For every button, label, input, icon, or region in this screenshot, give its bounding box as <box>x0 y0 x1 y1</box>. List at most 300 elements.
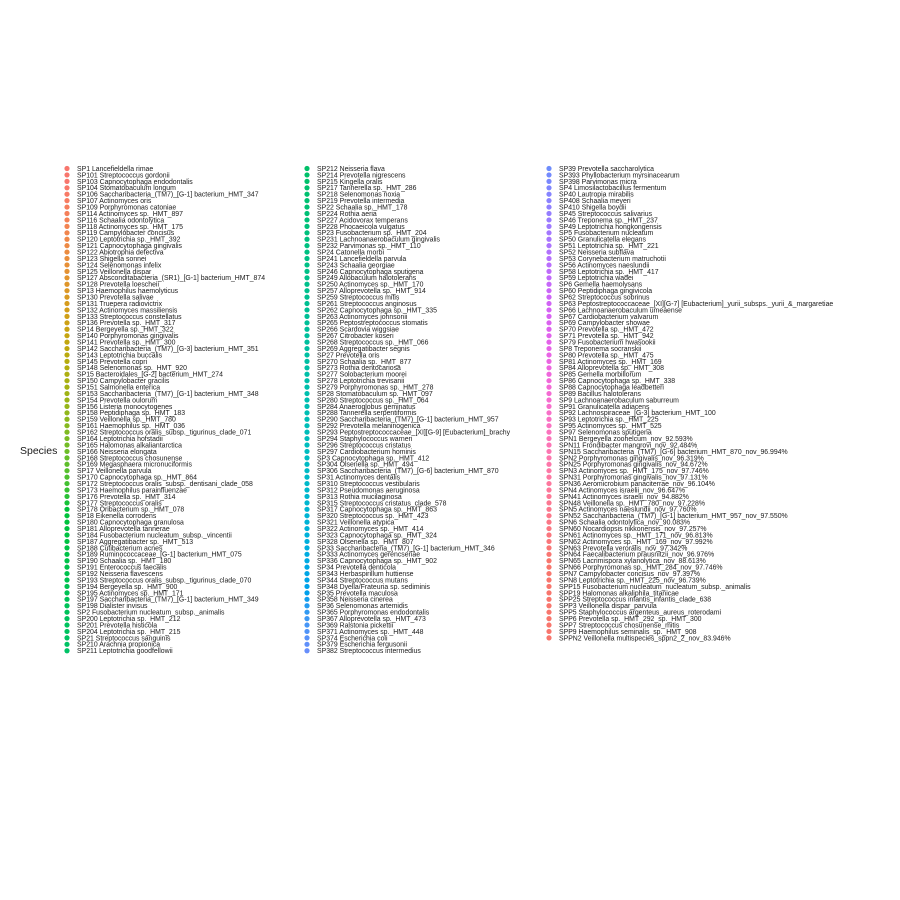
legend-key-dot <box>304 211 309 216</box>
legend-entry-label: SP315 Streptococcus cristatus_clade_578 <box>317 500 447 508</box>
legend-entry-label: SP49 Leptotrichia hongkongensis <box>559 223 662 231</box>
legend-key-dot <box>304 243 309 248</box>
legend-entry-label: SP58 Leptotrichia sp._HMT_417 <box>559 268 659 276</box>
legend-key-dot <box>304 417 309 422</box>
legend-key-dot <box>304 590 309 595</box>
legend-key-dot <box>304 249 309 254</box>
legend-entry-label: SP145 Prevotella copri <box>77 358 148 366</box>
legend-key-dot <box>546 365 551 370</box>
legend-key-dot <box>304 616 309 621</box>
legend-key-dot <box>304 648 309 653</box>
legend-key-dot <box>304 571 309 576</box>
legend-entry-label: SP195 Actinomyces sp._HMT_171 <box>77 590 184 598</box>
legend-key-dot <box>546 500 551 505</box>
legend-entry-label: SP52 Neisseria subflava <box>559 249 635 257</box>
legend-entry-label: SP259 Streptococcus mitis <box>317 294 400 302</box>
legend-key-dot <box>304 314 309 319</box>
legend-key-dot <box>64 520 69 525</box>
legend-key-dot <box>304 172 309 177</box>
legend-entry-label: SP140 Porphyromonas gingivalis <box>77 333 179 341</box>
legend-entry-label: SP150 Campylobacter gracilis <box>77 378 170 386</box>
legend-key-dot <box>64 269 69 274</box>
legend-entry-label: SP128 Prevotella loescheii <box>77 281 159 289</box>
legend-key-dot <box>304 545 309 550</box>
legend-key-dot <box>64 288 69 293</box>
legend-entry-label: SP17 Veillonella parvula <box>77 468 152 476</box>
legend-key-dot <box>546 204 551 209</box>
legend-entry-label: SP36 Selenomonas artemidis <box>317 603 408 611</box>
legend-entry-label: SP80 Prevotella sp._HMT_475 <box>559 352 654 360</box>
legend-entry-label: SPN2 Porphyromonas gingivalis_nov_96.319% <box>559 455 704 463</box>
legend-entry-label: SP124 Selenomonas infelix <box>77 262 162 270</box>
legend-entry-label: SP320 Streptococcus sp._HMT_423 <box>317 513 429 521</box>
legend-key-dot <box>64 468 69 473</box>
legend-entry-label: SP103 Capnocytophaga endodontalis <box>77 178 193 186</box>
legend-entry-label: SPP5 Staphylococcus argenteus_aureus_roterodami <box>559 609 722 617</box>
legend-entry-label: SP91 Granulicatella adiacens <box>559 403 650 411</box>
legend-entry-label: SP168 Streptococcus chosunense <box>77 455 183 463</box>
legend-key-dot <box>64 320 69 325</box>
legend-key-dot <box>64 507 69 512</box>
legend-entry-label: SP280 Streptococcus sp._HMT_064 <box>317 397 429 405</box>
legend-key-dot <box>304 365 309 370</box>
legend-key-dot <box>304 526 309 531</box>
legend-entry-label: SPN48 Veillonella sp._HMT_780_nov_97.228% <box>559 500 705 508</box>
legend-key-dot <box>64 243 69 248</box>
legend-key-dot <box>64 256 69 261</box>
legend-entry-label: SP148 Selenomonas sp._HMT_920 <box>77 365 187 373</box>
legend-key-dot <box>304 307 309 312</box>
legend-entry-label: SP158 Peptidiphaga sp._HMT_183 <box>77 410 186 418</box>
legend-entry-label: SP132 Actinomyces massiliensis <box>77 307 178 315</box>
legend-entry-label: SPN31 Porphyromonas gingivalis_nov_97.131% <box>559 474 708 482</box>
legend-entry-label: SP70 Prevotella sp._HMT_472 <box>559 326 654 334</box>
legend-key-dot <box>304 455 309 460</box>
legend-entry-label: SP243 Schaalia georgiae <box>317 262 395 270</box>
legend-entry-label: SPP19 Halomonas alkaliphila_titanicae <box>559 590 679 598</box>
legend-entry-label: SPP9 Haemophilus seminalis_sp._HMT_908 <box>559 628 697 636</box>
legend-key-dot <box>64 198 69 203</box>
legend-key-dot <box>304 185 309 190</box>
legend-key-dot <box>64 346 69 351</box>
legend-entry-label: SPN66 Porphyromonas sp._HMT_284_nov_97.746% <box>559 564 723 572</box>
legend-entry-label: SP8 Treponema socranskii <box>559 345 642 353</box>
legend-key-dot <box>304 552 309 557</box>
legend-entry-label: SP63 Peptostreptococcaceae_[XI][G-7] [Eubacterium]_yurii_subsps._yurii_&_margaretiae <box>559 300 834 308</box>
legend-key-dot <box>546 442 551 447</box>
legend-entry-label: SP53 Corynebacterium matruchotii <box>559 255 666 263</box>
legend-key-dot <box>546 513 551 518</box>
legend-entry-label: SP313 Rothia mucilaginosa <box>317 493 402 501</box>
legend-key-dot <box>64 333 69 338</box>
legend-entry-label: SPN52 Saccharibacteria_(TM7)_[G-1] bacterium_HMT_957_nov_97.550% <box>559 513 788 521</box>
legend-key-dot <box>546 269 551 274</box>
legend-key-dot <box>304 622 309 627</box>
legend-key-dot <box>546 275 551 280</box>
legend-entry-label: SP143 Leptotrichia buccalis <box>77 352 163 360</box>
legend-key-dot <box>304 352 309 357</box>
legend-key-dot <box>304 256 309 261</box>
legend-entry-label: SP265 Peptostreptococcus stomatis <box>317 320 428 328</box>
legend-entry-label: SPN63 Prevotella veroralis_nov_97.342% <box>559 545 688 553</box>
legend-key-dot <box>304 166 309 171</box>
legend-entry-label: SP241 Lancefieldella parvula <box>317 255 407 263</box>
legend-entry-label: SP153 Saccharibacteria_(TM7)_[G-1] bacterium_HMT_348 <box>77 390 259 398</box>
legend-title: Species <box>20 445 58 457</box>
legend-key-dot <box>546 404 551 409</box>
legend-entry-label: SP297 Cardiobacterium hominis <box>317 448 416 456</box>
legend-entry-label: SP122 Abiotrophia defectiva <box>77 249 164 257</box>
legend-entry-label: SP92 Lachnospiraceae_[G-3] bacterium_HMT_100 <box>559 410 716 418</box>
legend-entry-label: SPN7 Campylobacter concisus_nov_97.397% <box>559 570 700 578</box>
legend-entry-label: SP279 Porphyromonas sp._HMT_278 <box>317 384 434 392</box>
legend-entry-label: SP2 Fusobacterium nucleatum_subsp._animalis <box>77 609 225 617</box>
legend-key-dot <box>64 282 69 287</box>
legend-entry-label: SP369 Ralstonia pickettii <box>317 622 394 630</box>
legend-key-dot <box>546 635 551 640</box>
legend-key-dot <box>64 262 69 267</box>
legend-entry-label: SP131 Truepera radiovictrix <box>77 300 163 308</box>
legend-entry-label: SPN36 Aeromicrobium panaciterrae_nov_96.104% <box>559 480 715 488</box>
legend-key-dot <box>546 301 551 306</box>
legend-entry-label: SP15 Bacteroidales_[G-2] bacterium_HMT_274 <box>77 371 223 379</box>
legend-key-dot <box>304 346 309 351</box>
legend-entry-label: SP46 Treponema sp._HMT_237 <box>559 217 658 225</box>
legend-key-dot <box>546 520 551 525</box>
legend-key-dot <box>64 204 69 209</box>
legend-key-dot <box>64 558 69 563</box>
legend-entry-label: SP88 Capnocytophaga leadbetteri <box>559 384 664 392</box>
legend-key-dot <box>546 577 551 582</box>
legend-entry-label: SP190 Schaalia sp._HMT_180 <box>77 558 172 566</box>
legend-key-dot <box>64 179 69 184</box>
legend-key-dot <box>546 526 551 531</box>
legend-entry-label: SP5 Fusobacterium nucleatum <box>559 230 654 238</box>
legend-entry-label: SP59 Leptotrichia wadei <box>559 275 634 283</box>
legend-entry-label: SPN6 Schaalia odontolytica_nov_90.083% <box>559 519 691 527</box>
legend-key-dot <box>64 442 69 447</box>
legend-key-dot <box>64 552 69 557</box>
legend-key-dot <box>304 198 309 203</box>
legend-key-dot <box>64 577 69 582</box>
legend-entries <box>64 166 833 655</box>
legend-entry-label: SP86 Capnocytophaga sp._HMT_338 <box>559 378 676 386</box>
legend-entry-label: SP18 Eikenella corrodens <box>77 513 157 521</box>
legend-key-dot <box>304 217 309 222</box>
legend-key-dot <box>546 391 551 396</box>
legend-entry-label: SP212 Neisseria flava <box>317 165 385 173</box>
legend-key-dot <box>304 629 309 634</box>
legend-key-dot <box>64 217 69 222</box>
legend-entry-label: SP136 Prevotella sp._HMT_317 <box>77 320 176 328</box>
legend-key-dot <box>304 269 309 274</box>
legend-key-dot <box>64 301 69 306</box>
legend-key-dot <box>64 423 69 428</box>
legend-key-dot <box>304 558 309 563</box>
legend-key-dot <box>64 249 69 254</box>
legend-key-dot <box>546 597 551 602</box>
legend-key-dot <box>64 224 69 229</box>
legend-key-dot <box>304 385 309 390</box>
legend-entry-label: SP169 Megasphaera micronuciformis <box>77 461 192 469</box>
legend-entry-label: SP310 Streptococcus vestibularis <box>317 480 420 488</box>
legend-entry-label: SP365 Porphyromonas endodontalis <box>317 609 430 617</box>
legend-entry-label: SP159 Veillonella sp._HMT_780 <box>77 416 176 424</box>
legend-entry-label: SP4 Limosilactobacillus fermentum <box>559 185 667 193</box>
legend-entry-label: SP214 Prevotella nigrescens <box>317 172 406 180</box>
legend-key-dot <box>546 507 551 512</box>
legend-key-dot <box>304 340 309 345</box>
legend-key-dot <box>64 545 69 550</box>
legend-key-dot <box>64 610 69 615</box>
legend-entry-label: SP228 Phocaeicola vulgatus <box>317 223 405 231</box>
legend-entry-label: SP97 Selenomonas sputigena <box>559 429 652 437</box>
legend-key-dot <box>546 610 551 615</box>
legend-entry-label: SP217 Tannerella sp._HMT_286 <box>317 185 417 193</box>
legend-key-dot <box>304 327 309 332</box>
legend-entry-label: SP114 Actinomyces sp._HMT_897 <box>77 210 183 218</box>
legend-entry-label: SPN4 Actinomyces israelii_nov_96.647% <box>559 487 686 495</box>
legend-key-dot <box>64 237 69 242</box>
legend-key-dot <box>64 340 69 345</box>
legend-entry-label: SP257 Alloprevotella sp._HMT_914 <box>317 288 426 296</box>
legend-key-dot <box>546 558 551 563</box>
legend-entry-label: SP51 Leptotrichia sp._HMT_221 <box>559 243 659 251</box>
legend-key-dot <box>546 487 551 492</box>
legend-entry-label: SP107 Actinomyces oris <box>77 198 152 206</box>
legend-key-dot <box>546 565 551 570</box>
legend-entry-label: SP249 Allobaculum halotolerans <box>317 275 417 283</box>
legend-key-dot <box>64 455 69 460</box>
legend-entry-label: SP323 Capnocytophaga sp._HMT_324 <box>317 532 437 540</box>
legend-entry-label: SP6 Gemella haemolysans <box>559 281 643 289</box>
legend-entry-label: SP156 Listeria monocytogenes <box>77 403 173 411</box>
legend-key-dot <box>64 378 69 383</box>
legend-key-dot <box>546 249 551 254</box>
legend-key-dot <box>546 198 551 203</box>
legend-key-dot <box>546 243 551 248</box>
legend-key-dot <box>546 217 551 222</box>
legend-entry-label: SPN5 Actinomyces naeslundii_nov_97.760% <box>559 506 697 514</box>
legend-key-dot <box>64 481 69 486</box>
legend-entry-label: SPN11 Frondibacter mangrovi_nov_92.484% <box>559 442 698 450</box>
legend-entry-label: SP197 Saccharibacteria_(TM7)_[G-1] bacterium_HMT_349 <box>77 596 259 604</box>
legend-key-dot <box>64 571 69 576</box>
legend-key-dot <box>64 532 69 537</box>
legend-key-dot <box>546 359 551 364</box>
legend-key-dot <box>64 616 69 621</box>
legend-key-dot <box>64 622 69 627</box>
legend-entry-label: SP14 Bergeyella sp._HMT_322 <box>77 326 174 334</box>
legend-key-dot <box>304 179 309 184</box>
legend-key-dot <box>304 378 309 383</box>
legend-entry-label: SP173 Haemophilus parainfluenzae <box>77 487 187 495</box>
legend-key-dot <box>64 391 69 396</box>
legend-key-dot <box>304 462 309 467</box>
legend-entry-label: SP142 Saccharibacteria_(TM7)_[G-3] bacterium_HMT_351 <box>77 345 259 353</box>
legend-entry-label: SP336 Capnocytophaga sp._HMT_902 <box>317 558 437 566</box>
legend-entry-label: SP165 Halomonas alkaliantarctica <box>77 442 182 450</box>
legend-entry-label: SPN62 Actinomyces sp._HMT_169_nov_97.992% <box>559 538 713 546</box>
legend-key-dot <box>546 352 551 357</box>
legend-key-dot <box>546 532 551 537</box>
legend-entry-label: SP130 Prevotella salivae <box>77 294 154 302</box>
legend-entry-label: SP266 Scardovia wiggsiae <box>317 326 399 334</box>
legend-key-dot <box>304 224 309 229</box>
legend-key-dot <box>546 256 551 261</box>
legend-entry-label: SP317 Capnocytophaga sp._HMT_863 <box>317 506 437 514</box>
legend-entry-label: SP292 Prevotella melaninogenica <box>317 423 421 431</box>
legend-key-dot <box>546 423 551 428</box>
legend-entry-label: SP154 Prevotella oulorum <box>77 397 158 405</box>
legend-entry-label: SPP25 Streptococcus infantis_infantis_clade_638 <box>559 596 712 604</box>
legend-key-dot <box>546 172 551 177</box>
legend-key-dot <box>64 230 69 235</box>
legend-key-dot <box>546 436 551 441</box>
legend-key-dot <box>64 295 69 300</box>
legend-key-dot <box>304 397 309 402</box>
legend-key-dot <box>304 500 309 505</box>
legend-entry-label: SP231 Lachnoanaerobaculum gingivalis <box>317 236 440 244</box>
legend-entry-label: SP328 Olsenella sp._HMT_807 <box>317 538 414 546</box>
legend-key-dot <box>546 397 551 402</box>
legend-entry-label: SP81 Actinomyces sp._HMT_169 <box>559 358 662 366</box>
legend-key-dot <box>304 494 309 499</box>
legend-key-dot <box>304 410 309 415</box>
legend-key-dot <box>304 610 309 615</box>
legend-key-dot <box>304 584 309 589</box>
legend-entry-label: SP119 Campylobacter concisus <box>77 230 175 238</box>
legend-entry-label: SP367 Alloprevotella sp._HMT_473 <box>317 616 426 623</box>
legend-entry-label: SP34 Prevotella denticola <box>317 564 396 572</box>
legend-entry-label: SP189 Ruminococcaceae_[G-1] bacterium_HMT_075 <box>77 551 242 559</box>
legend-entry-label: SP56 Actinomyces naeslundii <box>559 262 650 270</box>
legend-entry-label: SPN64 Faecalibacterium prausnitzii_nov_96.976% <box>559 551 715 559</box>
legend-key-dot <box>546 545 551 550</box>
legend-entry-label: SP278 Leptotrichia trevisanii <box>317 378 405 386</box>
legend-key-dot <box>64 327 69 332</box>
legend-entry-label: SP170 Capnocytophaga sp._HMT_864 <box>77 474 197 482</box>
legend-key-dot <box>546 179 551 184</box>
legend-entry-label: SP39 Prevotella saccharolytica <box>559 165 654 173</box>
legend-key-dot <box>304 475 309 480</box>
legend-entry-label: SP104 Stomatobaculum longum <box>77 185 176 193</box>
legend-entry-label: SP22 Schaalia sp._HMT_178 <box>317 204 408 212</box>
legend-key-dot <box>64 635 69 640</box>
legend-key-dot <box>64 404 69 409</box>
legend-key-dot <box>304 430 309 435</box>
legend-entry-label: SP218 Selenomonas noxia <box>317 191 401 199</box>
legend-key-dot <box>304 192 309 197</box>
legend-key-dot <box>304 391 309 396</box>
legend-entry-label: SP177 Streptococcus oralis <box>77 500 162 508</box>
legend-entry-label: SP379 Escherichia fergusonii <box>317 641 408 649</box>
legend-key-dot <box>304 230 309 235</box>
legend-entry-label: SP343 Herbaspirillum huttiense <box>317 570 414 578</box>
legend-entry-label: SP290 Saccharibacteria_(TM7)_[G-1] bacterium_HMT_957 <box>317 416 499 424</box>
legend-key-dot <box>546 494 551 499</box>
legend-key-dot <box>64 449 69 454</box>
legend-key-dot <box>64 584 69 589</box>
legend-entry-label: SP116 Schaalia odontolytica <box>77 217 165 225</box>
legend-key-dot <box>546 552 551 557</box>
legend-key-dot <box>546 584 551 589</box>
legend-entry-label: SP304 Olsenella sp._HMT_494 <box>317 461 414 469</box>
legend-entry-label: SP188 Cutibacterium acnes <box>77 545 163 553</box>
legend-entry-label: SP312 Pseudomonas aeruginosa <box>317 487 420 495</box>
legend-key-dot <box>546 230 551 235</box>
legend-entry-label: SP60 Peptidiphaga gingivicola <box>559 288 653 296</box>
legend-key-dot <box>64 314 69 319</box>
legend-key-dot <box>304 359 309 364</box>
legend-key-dot <box>546 333 551 338</box>
legend-entry-label: SP33 Saccharibacteria_(TM7)_[G-1] bacterium_HMT_346 <box>317 545 495 553</box>
legend-key-dot <box>64 526 69 531</box>
legend-entry-label: SP24 Catonella morbi <box>317 249 385 257</box>
legend-entry-label: SP193 Streptococcus oralis_subsp._tigurinus_clade_070 <box>77 577 252 585</box>
legend-key-dot <box>546 224 551 229</box>
legend-entry-label: SP374 Escherichia coli <box>317 635 388 643</box>
legend-entry-label: SP166 Neisseria elongata <box>77 448 157 456</box>
legend-key-dot <box>304 288 309 293</box>
legend-entry-label: SP321 Veillonella atypica <box>317 519 395 527</box>
legend-entry-label: SP40 Lautropia mirabilis <box>559 191 634 199</box>
legend-key-dot <box>304 237 309 242</box>
legend-key-dot <box>304 282 309 287</box>
legend-key-dot <box>64 397 69 402</box>
legend-entry-label: SP408 Schaalia meyeri <box>559 198 631 206</box>
legend-key-dot <box>64 192 69 197</box>
legend-key-dot <box>546 449 551 454</box>
legend-entry-label: SP95 Actinomyces sp._HMT_525 <box>559 423 662 431</box>
legend-entry-label: SP246 Capnocytophaga sputigena <box>317 268 424 276</box>
legend-entry-label: SP398 Parvimonas micra <box>559 178 637 186</box>
legend-entry-label: SP200 Leptotrichia sp._HMT_212 <box>77 616 181 623</box>
legend-entry-label: SPN15 Saccharibacteria_(TM7)_[G-6] bacterium_HMT_870_nov_96.994% <box>559 448 788 456</box>
legend-entry-label: SP293 Peptostreptococcaceae_[XI][G-9] [Eubacterium]_brachy <box>317 429 511 437</box>
legend-key-dot <box>304 532 309 537</box>
legend-entry-label: SP69 Campylobacter showae <box>559 320 650 328</box>
legend-key-dot <box>304 333 309 338</box>
legend-entry-label: SP3 Capnocytophaga sp._HMT_412 <box>317 455 430 463</box>
legend-entry-label: SP93 Leptotrichia sp._HMT_225 <box>559 416 659 424</box>
legend-entry-label: SP194 Bergeyella sp._HMT_900 <box>77 583 178 591</box>
legend-entry-label: SPP15 Fusobacterium nucleatum_nucleatum_subsp._animalis <box>559 583 751 591</box>
legend-entry-label: SPN3 Actinomyces sp._HMT_175_nov_97.746% <box>559 468 709 476</box>
legend-key-dot <box>546 327 551 332</box>
legend-entry-label: SP261 Streptococcus anginosus <box>317 300 417 308</box>
legend-key-dot <box>546 629 551 634</box>
legend-key-dot <box>546 462 551 467</box>
legend-key-dot <box>64 475 69 480</box>
legend-key-dot <box>546 539 551 544</box>
legend-entry-label: SP201 Prevotella histicola <box>77 622 158 630</box>
legend-entry-label: SP123 Shigella sonnei <box>77 255 147 263</box>
legend-entry-label: SP270 Schaalia sp._HMT_877 <box>317 358 412 366</box>
legend-key-dot <box>64 590 69 595</box>
legend-key-dot <box>64 211 69 216</box>
legend-key-dot <box>546 282 551 287</box>
legend-key-dot <box>64 513 69 518</box>
legend-key-dot <box>304 275 309 280</box>
legend-entry-label: SP348 Dyella/Frateuria sp. sediminis <box>317 583 430 591</box>
legend-entry-label: SP172 Streptococcus oralis_subsp._dentisani_clade_058 <box>77 480 253 488</box>
legend-entry-label: SP273 Rothia dentocariosa <box>317 365 401 373</box>
legend-key-dot <box>304 487 309 492</box>
legend-entry-label: SP269 Aggregatibacter segnis <box>317 345 410 353</box>
legend-entry-label: SP133 Streptococcus constellatus <box>77 313 182 321</box>
legend-entry-label: SP250 Actinomyces sp._HMT_170 <box>317 281 424 289</box>
